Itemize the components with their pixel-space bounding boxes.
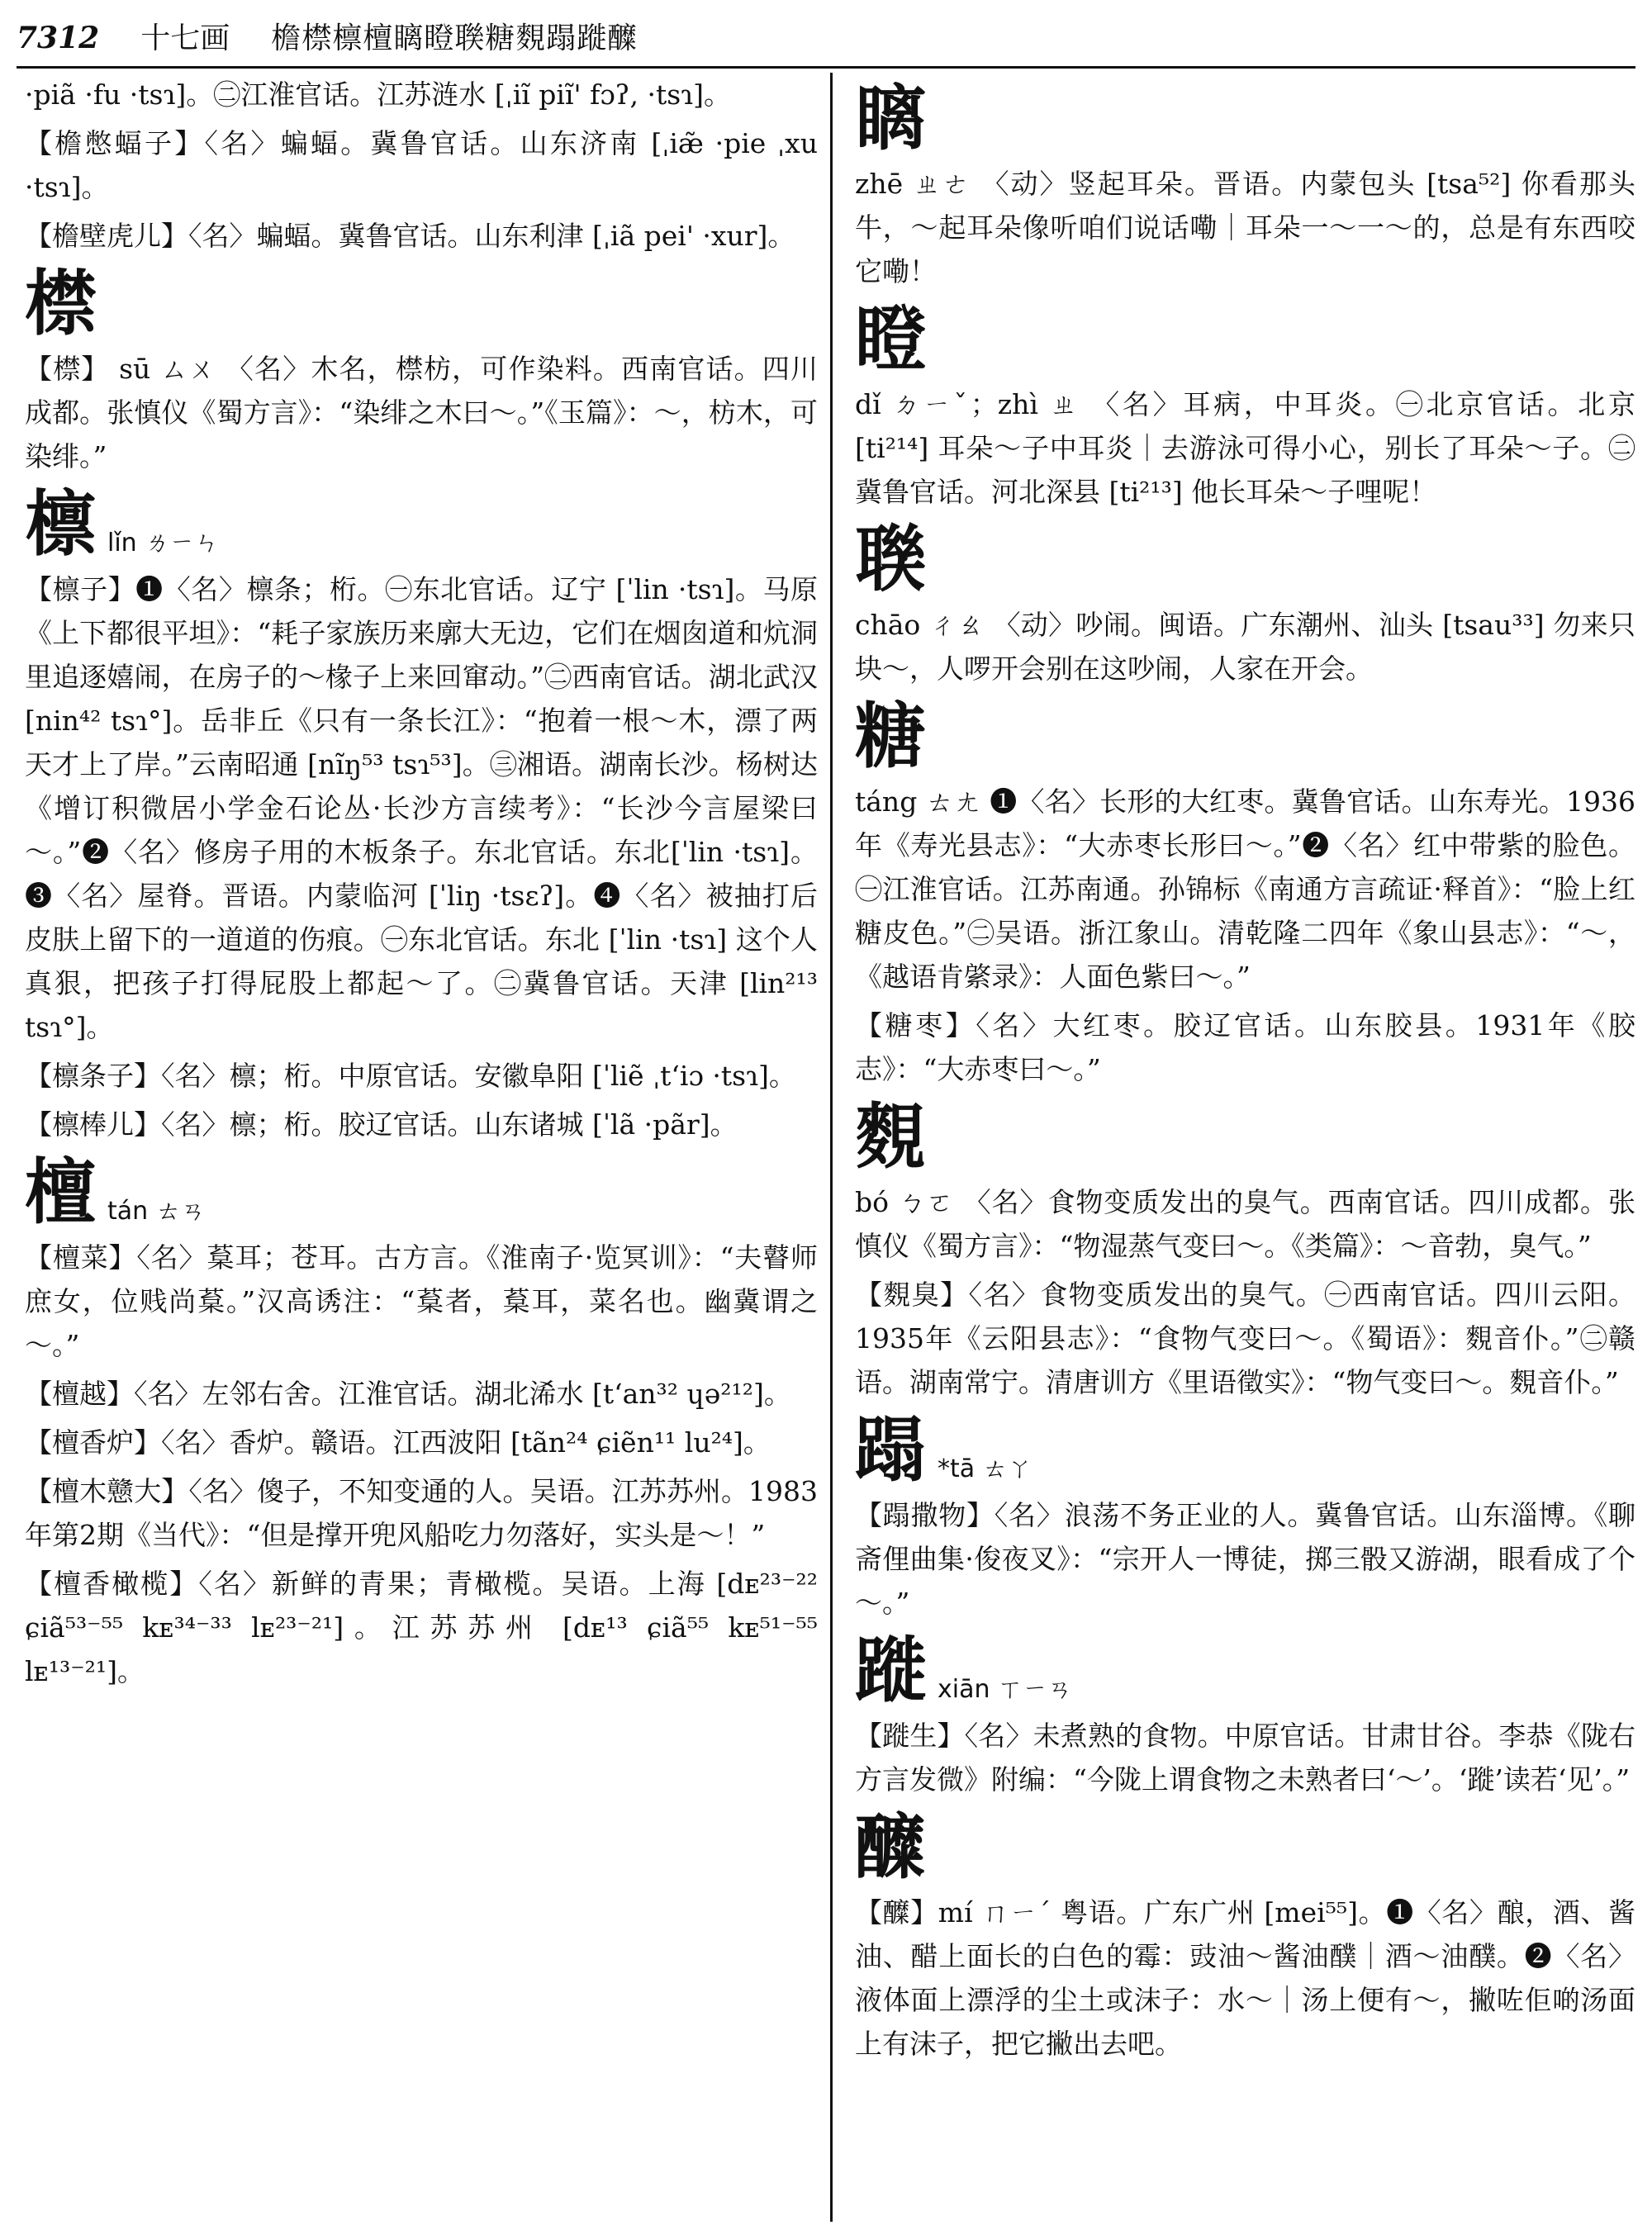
head-character-block (855, 1631, 1635, 1710)
head-character: 聫 (855, 518, 926, 601)
entry-paragraph: dǐ ㄉㄧˇ；zhì ㄓ 〈名〉耳病，中耳炎。㊀北京官话。北京 [ti²¹⁴] 耳朵～子中耳炎｜去游泳可得小心，别长了耳朵～子。㊁冀鲁官话。河北深县 [ti²¹³] 他长耳朵～子哩呢！ (855, 388, 1635, 508)
entry-paragraph: 【醾】mí ㄇㄧˊ 粤语。广东广州 [mei⁵⁵]。❶〈名〉酿，酒、酱油、醋上面长的白色的霉：豉油～酱油醭｜酒～油醭。❷〈名〉液体面上漂浮的尘土或沫子：水～｜汤上便有～，撇咗佢啲汤面上有沫子，把它撇出去吧。 (855, 1896, 1635, 2060)
head-character: 蹋 (855, 1408, 926, 1492)
head-character: 瞝 (855, 77, 926, 160)
head-character-block (855, 520, 1635, 600)
head-character: 蹝 (855, 1629, 926, 1712)
entry-paragraph: 【檀木戆大】〈名〉傻子，不知变通的人。吴语。江苏苏州。1983年第2期《当代》：“但是撑开兜风船吃力勿落好，实头是～！” (25, 1475, 818, 1551)
column-divider (830, 73, 833, 2222)
entry-paragraph: 【檀菜】〈名〉葈耳；苍耳。古方言。《淮南子·览冥训》：“夫瞽师庶女，位贱尚葈。”汉高诱注：“葈者，葈耳，菜名也。幽冀谓之～。” (25, 1241, 818, 1361)
entry-paragraph: táng ㄊㄤ ❶〈名〉长形的大红枣。冀鲁官话。山东寿光。1936年《寿光县志》：“大赤枣长形曰～。”❷〈名〉红中带紫的脸色。㊀江淮官话。江苏南通。孙锦标《南通方言疏证·释首》：“脸上红糖皮色。”㊁吴语。浙江象山。清乾隆二四年《象山县志》：“～，《越语肯綮录》：人面色紫曰～。” (855, 785, 1635, 993)
head-character: 㯲 (25, 262, 96, 345)
head-character-block (855, 697, 1635, 776)
entry-paragraph: 【麲臭】〈名〉食物变质发出的臭气。㊀西南官话。四川云阳。1935年《云阳县志》：“食物气变曰～。《蜀语》：麲音仆。”㊁赣语。湖南常宁。清唐训方《里语徵实》：“物气变曰～。麲音仆。” (855, 1279, 1635, 1398)
head-character: 糖 (855, 695, 926, 778)
entry-paragraph: 【檩子】❶〈名〉檩条；桁。㊀东北官话。辽宁 [ˈlin ·tsɿ]。马原《上下都很平坦》：“耗子家族历来廓大无边，它们在烟囱道和炕洞里追逐嬉闹，在房子的～椽子上来回窜动。”㊁西南官话。湖北武汉 [nin⁴² tsɿ°]。岳非丘《只有一条长江》：“抱着一根～木，漂了两天才上了岸。”云南昭通 [nĩŋ⁵³ tsɿ⁵³]。㊂湘语。湖南长沙。杨树达《增订积微居小学金石论丛·长沙方言续考》：“长沙今言屋梁曰～。”❷〈名〉修房子用的木板条子。东北官话。东北[ˈlin ·tsɿ]。❸〈名〉屋脊。晋语。内蒙临河 [ˈliŋ ·tsɛʔ]。❹〈名〉被抽打后皮肤上留下的一道道的伤痕。㊀东北官话。东北 [ˈlin ·tsɿ] 这个人真狠，把孩子打得屁股上都起～了。㊁冀鲁官话。天津 [lin²¹³ tsɿ°]。 (25, 573, 818, 1043)
head-character-block (855, 1805, 1635, 1889)
entry-paragraph: 【檀香橄榄】〈名〉新鲜的青果；青橄榄。吴语。上海 [dᴇ²³⁻²² ɕiã⁵³⁻⁵⁵ kᴇ³⁴⁻³³ lᴇ²³⁻²¹]。江苏苏州 [dᴇ¹³ ɕiã⁵⁵ kᴇ⁵¹⁻⁵⁵ lᴇ¹³⁻²¹]。 (25, 1568, 818, 1687)
head-character-block (25, 264, 818, 344)
entry-paragraph: bó ㄅㄛ 〈名〉食物变质发出的臭气。西南官话。四川成都。张慎仪《蜀方言》：“物湿蒸气变曰～。《类篇》：～音勃，臭气。” (855, 1186, 1635, 1262)
head-character-block (855, 79, 1635, 159)
entry-paragraph: 【蹝生】〈名〉未煮熟的食物。中原官话。甘肃甘谷。李恭《陇右方言发微》附编：“今陇上谓食物之未熟者曰‘～’。‘蹝’读若‘见’。” (855, 1720, 1635, 1796)
head-character: 醾 (855, 1805, 926, 1889)
head-character: 瞪 (855, 297, 926, 381)
stroke-count-heading: 十七画 (140, 21, 230, 55)
entry-paragraph: 【蹋撒物】〈名〉浪荡不务正业的人。冀鲁官话。山东淄博。《聊斋俚曲集·俊夜叉》：“宗开人一博徒，掷三骰又游湖，眼看成了个～。” (855, 1499, 1635, 1619)
header-character-index: 檐㯲檩檀瞝瞪聫糖麲蹋蹝醾 (271, 21, 638, 55)
head-pinyin: tán ㄊㄢ (107, 1197, 206, 1226)
page-header (17, 15, 1635, 69)
entry-paragraph: 【檩条子】〈名〉檩；桁。中原官话。安徽阜阳 [ˈliẽ ˌtʻiɔ ·tsɿ]。 (25, 1060, 796, 1092)
head-character: 麲 (855, 1095, 926, 1179)
head-pinyin: *tā ㄊㄚ (938, 1454, 1032, 1483)
head-pinyin: xiān ㄒㄧㄢ (938, 1675, 1073, 1704)
entry-paragraph: 【糖枣】〈名〉大红枣。胶辽官话。山东胶县。1931年《胶志》：“大赤枣曰～。” (855, 1009, 1635, 1085)
head-character-block (855, 1095, 1635, 1179)
page-number: 7312 (17, 21, 100, 55)
left-column (25, 73, 818, 2222)
entry-paragraph: 【檐憋蝠子】〈名〉蝙蝠。冀鲁官话。山东济南 [ˌiæ̃ ·pie ˌxu ·tsɿ]。 (25, 127, 818, 203)
head-character-block (855, 297, 1635, 381)
head-character: 檩 (25, 482, 96, 566)
entry-paragraph: chāo ㄔㄠ 〈动〉吵闹。闽语。广东潮州、汕头 [tsau³³] 勿来只块～，人啰开会别在这吵闹，人家在开会。 (855, 609, 1635, 685)
head-character-block (25, 1153, 818, 1232)
head-character-block (855, 1408, 1635, 1492)
head-pinyin: lǐn ㄌㄧㄣ (107, 529, 220, 558)
entry-paragraph: 【檩棒儿】〈名〉檩；桁。胶辽官话。山东诸城 [ˈlã ·pãr]。 (25, 1108, 738, 1141)
head-character-block (25, 482, 818, 566)
head-character: 檀 (25, 1151, 96, 1234)
entry-paragraph: zhē ㄓㄜ 〈动〉竖起耳朵。晋语。内蒙包头 [tsa⁵²] 你看那头牛，～起耳朵像听咱们说话嘞｜耳朵一～一～的，总是有东西咬它嘞！ (855, 168, 1635, 287)
entry-paragraph: 【檐壁虎儿】〈名〉蝙蝠。冀鲁官话。山东利津 [ˌiã pei' ·xur]。 (25, 220, 795, 252)
entry-continuation: ·piã ·fu ·tsɿ]。㊁江淮官话。江苏涟水 [ˌiĩ piĩ' fɔʔ, ·tsɿ]。 (25, 78, 731, 111)
right-column (855, 73, 1635, 2222)
entry-paragraph: 【檀越】〈名〉左邻右舍。江淮官话。湖北浠水 [tʻan³² ɥə²¹²]。 (25, 1378, 791, 1410)
entry-paragraph: 【檀香炉】〈名〉香炉。赣语。江西波阳 [tãn²⁴ ɕiẽn¹¹ lu²⁴]。 (25, 1426, 771, 1459)
entry-paragraph: 【㯲】 sū ㄙㄨ 〈名〉木名，㯲枋，可作染料。西南官话。四川成都。张慎仪《蜀方言》：“染绯之木曰～。”《玉篇》：～，枋木，可染绯。” (25, 353, 818, 472)
